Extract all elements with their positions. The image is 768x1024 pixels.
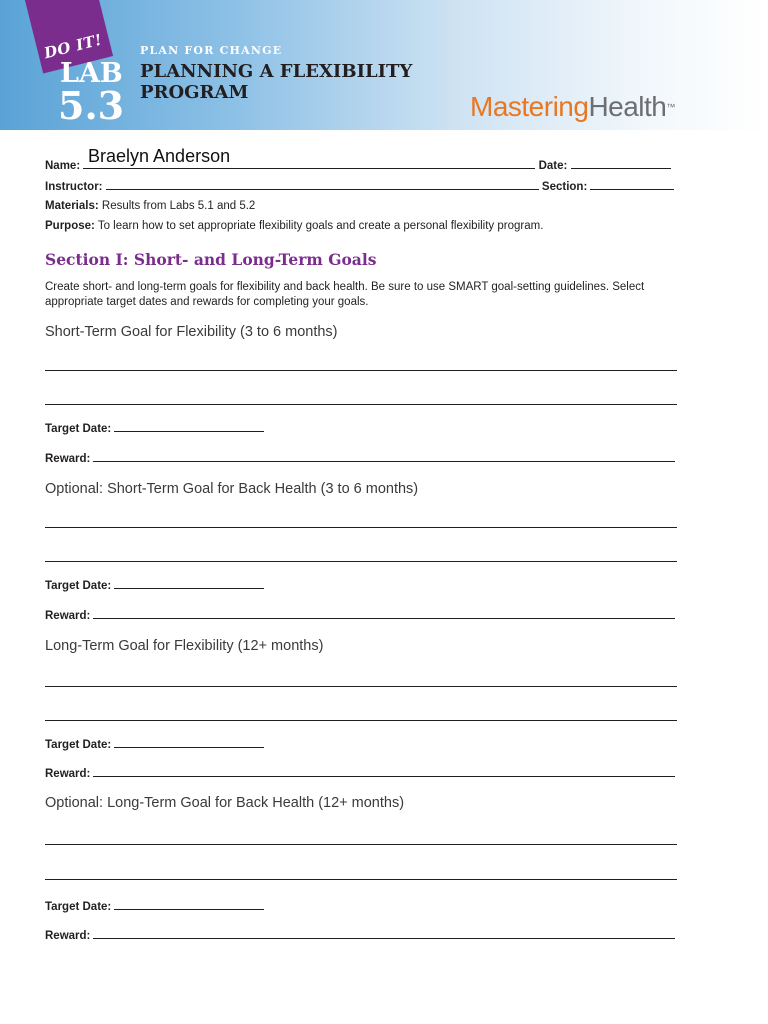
target-date-row bbox=[45, 898, 264, 913]
answer-line[interactable] bbox=[45, 844, 677, 845]
target-date-label: Target Date: bbox=[45, 580, 112, 592]
reward-field[interactable] bbox=[93, 607, 675, 619]
target-date-label: Target Date: bbox=[45, 901, 112, 913]
goal-heading: Long-Term Goal for Flexibility (12+ months) bbox=[45, 638, 324, 654]
goal-heading: Optional: Short-Term Goal for Back Health (3 to 6 months) bbox=[45, 481, 419, 497]
reward-label: Reward: bbox=[45, 930, 91, 942]
answer-line[interactable] bbox=[45, 404, 677, 405]
answer-line[interactable] bbox=[45, 720, 677, 721]
reward-label: Reward: bbox=[45, 610, 91, 622]
intro-line-1: Create short- and long-term goals for flexibility and back health. Be sure to use SMART goal-setting guidelines. Select bbox=[45, 281, 645, 293]
brand-logo bbox=[470, 90, 675, 124]
date-field[interactable] bbox=[571, 157, 671, 169]
instructor-row bbox=[45, 178, 677, 195]
answer-line[interactable] bbox=[45, 686, 677, 687]
materials-label: Materials: bbox=[45, 200, 99, 212]
lab-number: 5.3 bbox=[58, 83, 125, 128]
target-date-label: Target Date: bbox=[45, 739, 112, 751]
intro-line-2: appropriate target dates and rewards for completing your goals. bbox=[45, 296, 369, 308]
name-value: Braelyn Anderson bbox=[88, 146, 231, 166]
reward-field[interactable] bbox=[93, 450, 675, 462]
brand-trademark: ™ bbox=[666, 102, 675, 112]
answer-line[interactable] bbox=[45, 561, 677, 562]
answer-line[interactable] bbox=[45, 879, 677, 880]
target-date-field[interactable] bbox=[114, 736, 264, 748]
reward-row bbox=[45, 765, 675, 780]
purpose-value: To learn how to set appropriate flexibility goals and create a personal flexibility program. bbox=[97, 220, 544, 232]
section-label: Section: bbox=[541, 181, 588, 193]
kicker-text: PLAN FOR CHANGE bbox=[140, 44, 283, 57]
title-line-1: PLANNING A FLEXIBILITY bbox=[140, 61, 413, 82]
answer-line[interactable] bbox=[45, 370, 677, 371]
goal-heading: Optional: Long-Term Goal for Back Health (12+ months) bbox=[45, 795, 405, 811]
page-title bbox=[140, 61, 470, 103]
target-date-row bbox=[45, 577, 264, 592]
goal-heading: Short-Term Goal for Flexibility (3 to 6 months) bbox=[45, 324, 338, 340]
materials-row bbox=[45, 198, 677, 214]
name-label: Name: bbox=[45, 160, 81, 172]
instructor-field[interactable] bbox=[106, 178, 539, 190]
brand-part-1: Mastering bbox=[470, 91, 589, 122]
answer-line[interactable] bbox=[45, 527, 677, 528]
target-date-field[interactable] bbox=[114, 898, 264, 910]
reward-field[interactable] bbox=[93, 927, 675, 939]
target-date-label: Target Date: bbox=[45, 423, 112, 435]
purpose-label: Purpose: bbox=[45, 220, 95, 232]
instructor-label: Instructor: bbox=[45, 181, 103, 193]
purpose-row bbox=[45, 218, 677, 234]
brand-part-2: Health bbox=[588, 91, 667, 122]
reward-field[interactable] bbox=[93, 765, 675, 777]
target-date-field[interactable] bbox=[114, 577, 264, 589]
reward-row bbox=[45, 450, 675, 465]
title-line-2: PROGRAM bbox=[140, 82, 249, 103]
reward-label: Reward: bbox=[45, 453, 91, 465]
do-it-label: DO IT! bbox=[42, 30, 104, 63]
target-date-row bbox=[45, 736, 264, 751]
section-title: Section I: Short- and Long-Term Goals bbox=[45, 250, 377, 269]
target-date-field[interactable] bbox=[114, 420, 264, 432]
reward-row bbox=[45, 607, 675, 622]
materials-value: Results from Labs 5.1 and 5.2 bbox=[101, 200, 256, 212]
section-field[interactable] bbox=[590, 178, 674, 190]
section-intro bbox=[45, 280, 665, 310]
target-date-row bbox=[45, 420, 264, 435]
reward-label: Reward: bbox=[45, 768, 91, 780]
lab-word: LAB bbox=[60, 58, 123, 89]
reward-row bbox=[45, 927, 675, 942]
date-label: Date: bbox=[538, 160, 568, 172]
